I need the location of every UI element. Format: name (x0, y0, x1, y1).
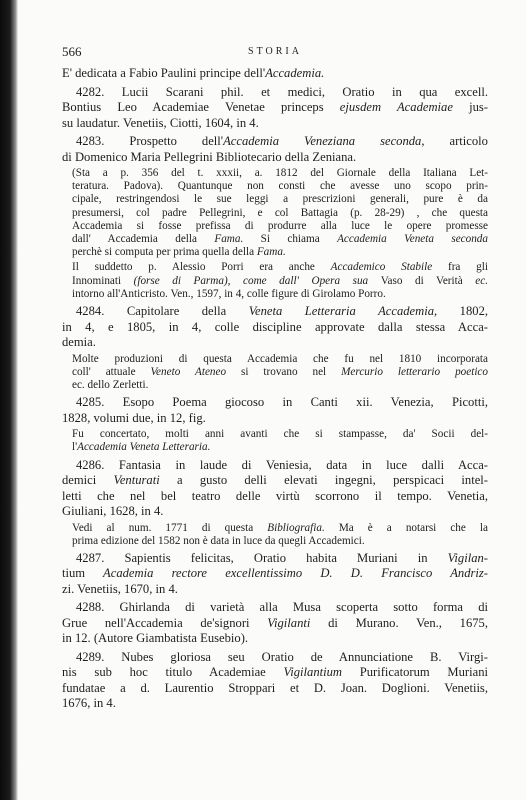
text-span: Lucii Scarani phil. et medici, Oratio in qua excell. (121, 84, 489, 99)
text-span: zi. Venetiis, 1670, in 4. (62, 581, 178, 596)
text-line (62, 504, 488, 520)
text-line (62, 616, 488, 632)
text-line (62, 489, 488, 505)
bibliographic-note (62, 353, 488, 393)
italic-span: Accademico Stabile (330, 261, 433, 274)
text-span: Sapientis felicitas, Oratio habita Muriani in (124, 550, 448, 565)
text-span: Molte produzioni di questa Accademia che fu nel 1810 incorporata (72, 352, 488, 365)
text-span: letti che nel bel teatro delle virtù scorrono il tempo. Venetia, (62, 488, 488, 503)
text-line (62, 522, 488, 535)
text-line (62, 566, 488, 582)
text-line (62, 535, 488, 548)
text-span: presumersi, col padre Pellegrini, e col Battagia (p. 28-29) , che questa (72, 206, 488, 219)
text-span: fundatae a d. Laurentio Stroppari et D. Joan. Doglioni. Venetiis, (62, 680, 488, 695)
text-line (62, 320, 488, 336)
bibliographic-note (62, 522, 488, 548)
text-span: Vaso di Verità (380, 274, 463, 287)
italic-span: Veneto Ateneo (150, 365, 227, 378)
text-line (62, 395, 488, 411)
italic-span: Accademia Veneta Letteraria. (77, 441, 211, 454)
text-span: in 4, e 1805, in 4, colle discipline approvate dalla stessa Acca- (62, 319, 488, 334)
bibliographic-note (62, 261, 488, 301)
text-line (62, 180, 488, 193)
text-span: demia. (62, 335, 96, 350)
text-span: su laudatur. Venetiis, Ciotti, 1604, in 4. (62, 115, 259, 130)
page-number: 566 (62, 44, 82, 59)
text-span: cipale, restringendosi le sue leggi a prescrizioni generali, pure è da (72, 193, 488, 206)
text-line (62, 582, 488, 598)
text-span: articolo (424, 134, 488, 148)
dedication-text: E' dedicata a Fabio Paulini principe dell' (62, 66, 266, 80)
text-line (62, 681, 488, 697)
text-line (62, 696, 488, 712)
entry-number: 4288. (76, 600, 120, 615)
bibliographic-note (62, 428, 488, 454)
text-span: (Sta a p. 356 del t. xxxii, a. 1812 del Giornale della Italiana Let- (72, 167, 488, 179)
text-span: perchè si computa per prima quella della (72, 246, 257, 259)
italic-span: Mercurio letterario poetico (341, 365, 488, 378)
italic-span: Venturati (113, 473, 160, 488)
text-span: Il suddetto p. Alessio Porri era anche (72, 261, 331, 274)
text-span: Purificatorum Muriani (342, 665, 488, 680)
entry-number: 4283. (76, 134, 130, 148)
text-line (62, 246, 488, 259)
text-line (62, 233, 488, 246)
text-line (62, 304, 488, 320)
running-title: STORIA (248, 46, 302, 57)
text-line (62, 220, 488, 233)
page-body (62, 66, 488, 714)
bibliographic-note (62, 167, 488, 259)
text-line (62, 261, 488, 274)
text-line (62, 379, 488, 392)
text-span: prima edizione del 1582 non è data in luce da quegli Accademici. (72, 534, 365, 547)
italic-span: (forse di Parma), come dall' Opera sua (121, 274, 381, 287)
text-line (62, 366, 488, 379)
text-span: Ghirlanda di varietà alla Musa scoperta sotto forma di (119, 600, 489, 615)
catalogue-entry (62, 85, 488, 132)
dedication-line (62, 66, 488, 82)
text-span: dall' Accademia della (72, 233, 215, 246)
text-span: jus- (452, 100, 489, 114)
catalogue-entry (62, 551, 488, 598)
text-span: Innominati (72, 274, 122, 287)
text-line (62, 353, 488, 366)
text-span: l' (72, 441, 78, 454)
text-span: nis sub hoc titulo Academiae (62, 665, 284, 680)
italic-span: Veneta Letteraria Accademia, (248, 304, 438, 319)
text-line (62, 458, 488, 474)
text-line (62, 551, 488, 567)
italic-span: Vigilanti (267, 615, 311, 630)
italic-span: Bibliografia. (267, 521, 325, 534)
catalogue-entry (62, 304, 488, 351)
text-span: demici (62, 473, 114, 488)
text-span: Fu concertato, molti anni avanti che si stampasse, da' Socii del- (72, 428, 488, 441)
entry-number: 4286. (76, 457, 119, 472)
text-line (62, 288, 488, 301)
text-span: Capitolare della (126, 304, 249, 319)
italic-span: Vigilantium (283, 665, 343, 680)
text-span: Giuliani, 1628, in 4. (62, 504, 164, 519)
text-span: fra gli (432, 261, 488, 274)
text-span: Vedi al num. 1771 di questa (72, 521, 268, 534)
text-line (62, 428, 488, 441)
text-span: Nubes gloriosa seu Oratio de Annunciatione B. Virgi- (121, 649, 489, 664)
text-line (62, 600, 488, 616)
catalogue-entry (62, 650, 488, 712)
entry-number: 4282. (76, 84, 122, 99)
italic-span: ejusdem Academiae (339, 100, 453, 114)
entry-number: 4284. (76, 304, 127, 319)
text-span: di Domenico Maria Pellegrini Bibliotecario della Zeniana. (62, 149, 357, 164)
italic-span: Academia rectore excellentissimo D. D. Francisco Andriz- (85, 566, 488, 581)
text-span: Fantasia in laude di Veniesia, data in luce dalli Acca- (118, 457, 489, 472)
text-span: ec. dello Zerletti. (72, 378, 149, 391)
text-line (62, 335, 488, 351)
text-span: tium (62, 566, 86, 581)
italic-span: Accademia. (265, 66, 325, 80)
catalogue-entry (62, 600, 488, 647)
text-line (62, 665, 488, 681)
text-span: coll' attuale (72, 365, 151, 378)
text-span: 1828, volumi due, in 12, fig. (62, 410, 206, 425)
text-line (62, 207, 488, 220)
text-span: 1676, in 4. (62, 696, 116, 711)
italic-span: ec. (462, 274, 488, 287)
text-line (62, 473, 488, 489)
text-line (62, 116, 488, 132)
entry-number: 4289. (76, 649, 122, 664)
text-span: Prospetto dell' (129, 134, 224, 148)
text-span: intorno all'Anticristo. Ven., 1597, in 4, colle figure di Girolamo Porro. (72, 287, 386, 300)
page-header (62, 44, 488, 60)
text-line (62, 167, 488, 180)
catalogue-entry (62, 458, 488, 520)
italic-span: Vigilan- (447, 550, 488, 565)
text-span: Si chiama (243, 233, 338, 246)
text-line (62, 275, 488, 288)
text-span: Ma è a notarsi che la (324, 521, 488, 534)
text-span: in 12. (Autore Giambatista Eusebio). (62, 631, 249, 646)
text-span: Bontius Leo Academiae Venetae princeps (62, 100, 340, 114)
text-span: a gusto delli elevati ingegni, perspicaci intel- (159, 473, 488, 488)
text-line (62, 85, 488, 101)
italic-span: Fama. (214, 233, 244, 246)
catalogue-entry (62, 395, 488, 426)
text-line (62, 100, 488, 116)
text-line (62, 411, 488, 427)
text-line (62, 134, 488, 150)
text-span: teratura. Padova). Quantunque non consti che avesse uno scopo prin- (72, 180, 488, 193)
catalogue-entry (62, 134, 488, 165)
text-line (62, 631, 488, 647)
binding-gutter-shadow (0, 0, 18, 800)
text-span: 1802, (437, 304, 489, 319)
text-span: Esopo Poema giocoso in Canti xii. Venezia, Picotti, (122, 395, 489, 410)
text-line (62, 441, 488, 454)
italic-span: Fama. (256, 246, 286, 259)
text-line (62, 150, 488, 166)
text-span: di Murano. Ven., 1675, (310, 615, 488, 630)
text-line (62, 193, 488, 206)
text-line (62, 650, 488, 666)
italic-span: Accademia Veneta seconda (337, 233, 488, 246)
entry-number: 4287. (76, 550, 125, 565)
text-span: si trovano nel (226, 365, 342, 378)
text-span: Grue nell'Accademia de'signori (62, 615, 268, 630)
italic-span: Accademia Veneziana seconda, (223, 134, 425, 148)
text-span: Accademia si fosse prefissa di produrre alla luce le opere promesse (72, 219, 488, 232)
entry-number: 4285. (76, 395, 123, 410)
